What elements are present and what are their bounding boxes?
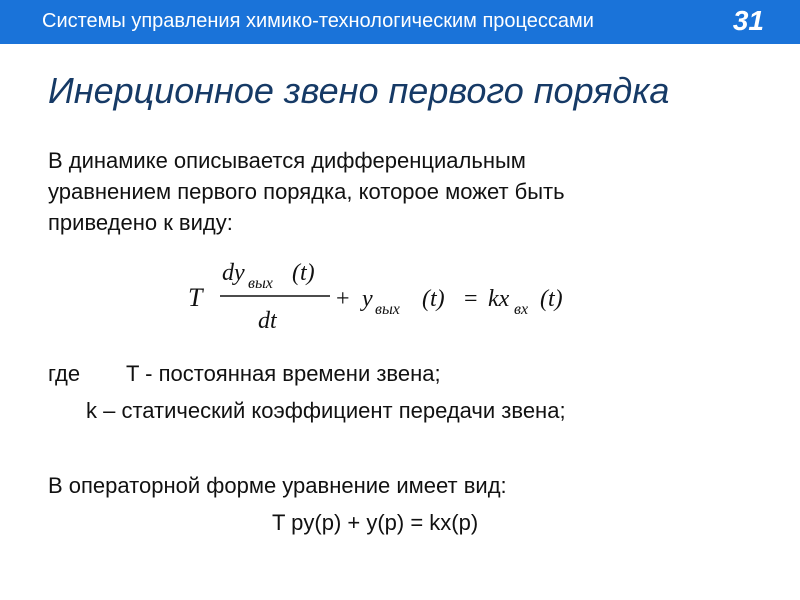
header-title: Системы управления химико-технологическим процессами [42,10,594,32]
formula-sub-out-1: вых [248,275,273,292]
intro-line: уравнением первого порядка, которое может быть [48,179,565,204]
formula-arg-3: (t) [540,286,563,312]
formula-y: y [362,286,373,312]
formula-kx: kx [488,286,510,312]
formula-sub-out-2: вых [375,301,400,318]
slide-title: Инерционное звено первого порядка [48,70,670,111]
formula-dt: dt [258,308,277,334]
definition-T-row [48,361,441,387]
formula-arg-1: (t) [292,260,315,286]
where-label: где [48,361,81,386]
intro-line: приведено к виду: [48,210,233,235]
formula-dy: dy [222,260,245,286]
header-bar [0,0,800,44]
formula-plus: + [336,286,350,312]
formula-eq: = [464,286,478,312]
intro-line: В динамике описывается дифференциальным [48,148,526,173]
differential-equation [0,258,800,338]
definition-T: T - постоянная времени звена; [126,361,441,386]
definition-k: k – статический коэффициент передачи звена; [86,398,566,423]
formula-T: T [188,283,203,312]
slide-number: 31 [732,5,764,36]
operator-intro: В операторной форме уравнение имеет вид: [48,473,507,498]
operator-equation: T py(p) + y(p) = kx(p) [272,510,479,535]
intro-paragraph [48,145,728,238]
formula-arg-2: (t) [422,286,445,312]
formula-sub-in: вх [514,301,529,318]
